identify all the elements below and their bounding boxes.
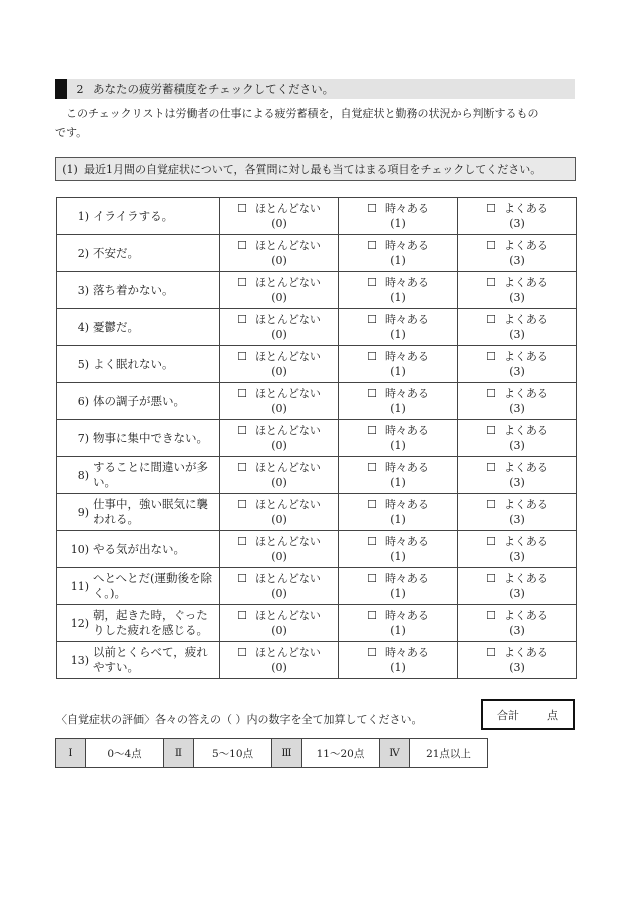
checkbox-icon[interactable]: ☐	[237, 239, 247, 252]
option-score: (0)	[271, 550, 287, 563]
option-label: 時々ある	[384, 424, 429, 437]
option-cell[interactable]	[220, 531, 339, 568]
question-cell	[57, 309, 220, 346]
question-cell	[57, 420, 220, 457]
question-cell	[57, 383, 220, 420]
checkbox-icon[interactable]: ☐	[367, 498, 377, 511]
option-label: よくある	[503, 498, 548, 511]
checkbox-icon[interactable]: ☐	[367, 202, 377, 215]
evaluation-note: 〈自覚症状の評価〉各々の答えの（ ）内の数字を全て加算してください。	[56, 713, 423, 726]
option-cell[interactable]	[339, 494, 458, 531]
option-cell[interactable]	[458, 198, 577, 235]
option-score: (1)	[390, 217, 406, 230]
question-number: (1)	[62, 162, 78, 176]
checkbox-icon[interactable]: ☐	[367, 350, 377, 363]
option-label: よくある	[503, 350, 548, 363]
item-number: 5)	[77, 357, 89, 371]
item-text: イライラする。	[93, 208, 174, 223]
option-cell[interactable]	[339, 272, 458, 309]
option-label: ほとんどない	[254, 572, 321, 585]
option-score: (3)	[509, 476, 525, 489]
option-label: よくある	[503, 202, 548, 215]
checkbox-icon[interactable]: ☐	[237, 609, 247, 622]
option-score: (0)	[271, 328, 287, 341]
option-cell[interactable]	[339, 642, 458, 679]
option-score: (1)	[390, 476, 406, 489]
option-score: (0)	[271, 217, 287, 230]
option-label: 時々ある	[384, 276, 429, 289]
item-text: 朝，起きた時，ぐったりした疲れを感じる。	[93, 608, 208, 637]
item-text: 以前とくらべて，疲れやすい。	[93, 645, 208, 674]
option-cell[interactable]	[458, 272, 577, 309]
option-label: よくある	[503, 646, 548, 659]
option-cell[interactable]	[458, 568, 577, 605]
option-score: (3)	[509, 661, 525, 674]
option-score: (3)	[509, 587, 525, 600]
option-label: よくある	[503, 461, 548, 474]
checkbox-icon[interactable]: ☐	[486, 202, 496, 215]
option-label: 時々ある	[384, 239, 429, 252]
option-score: (0)	[271, 587, 287, 600]
option-score: (0)	[271, 365, 287, 378]
score-range: 11～20点	[302, 739, 380, 768]
checkbox-icon[interactable]: ☐	[237, 202, 247, 215]
option-label: ほとんどない	[254, 646, 321, 659]
item-number: 6)	[77, 394, 89, 408]
option-score: (1)	[390, 661, 406, 674]
item-text: することに間違いが多い。	[93, 460, 208, 489]
checklist-row	[57, 383, 577, 420]
option-score: (1)	[390, 439, 406, 452]
checkbox-icon[interactable]: ☐	[237, 387, 247, 400]
score-range: 21点以上	[410, 739, 488, 768]
intro-text	[55, 104, 577, 142]
checkbox-icon[interactable]: ☐	[237, 424, 247, 437]
checkbox-icon[interactable]: ☐	[367, 461, 377, 474]
question-cell	[57, 198, 220, 235]
intro-line-2: です。	[55, 126, 88, 139]
option-score: (3)	[509, 217, 525, 230]
question-cell	[57, 346, 220, 383]
question-instruction: 最近1月間の自覚症状について，各質問に対し最も当てはまる項目をチェックしてください。	[84, 163, 542, 176]
option-score: (3)	[509, 328, 525, 341]
option-score: (3)	[509, 254, 525, 267]
intro-line-1: このチェックリストは労働者の仕事による疲労蓄積を，自覚症状と勤務の状況から判断するもの	[66, 107, 539, 120]
question-cell	[57, 272, 220, 309]
question-cell	[57, 235, 220, 272]
item-text: 物事に集中できない。	[93, 430, 208, 445]
option-label: 時々ある	[384, 609, 429, 622]
question-cell	[57, 494, 220, 531]
option-score: (1)	[390, 328, 406, 341]
option-score: (3)	[509, 550, 525, 563]
option-score: (1)	[390, 550, 406, 563]
item-text: よく眠れない。	[93, 356, 174, 371]
option-label: よくある	[503, 313, 548, 326]
option-label: ほとんどない	[254, 239, 321, 252]
checkbox-icon[interactable]: ☐	[367, 239, 377, 252]
checkbox-icon[interactable]: ☐	[367, 276, 377, 289]
option-cell[interactable]	[220, 642, 339, 679]
checkbox-icon[interactable]: ☐	[237, 535, 247, 548]
option-label: 時々ある	[384, 313, 429, 326]
checkbox-icon[interactable]: ☐	[486, 461, 496, 474]
checklist-row	[57, 457, 577, 494]
item-text: やる気が出ない。	[93, 541, 185, 556]
option-cell[interactable]	[339, 605, 458, 642]
item-number: 9)	[77, 505, 89, 519]
option-label: ほとんどない	[254, 313, 321, 326]
option-cell[interactable]	[458, 605, 577, 642]
option-cell[interactable]	[458, 235, 577, 272]
option-label: 時々ある	[384, 350, 429, 363]
section-header	[55, 79, 575, 99]
item-number: 8)	[77, 468, 89, 482]
checkbox-icon[interactable]: ☐	[237, 350, 247, 363]
option-label: よくある	[503, 572, 548, 585]
checkbox-icon[interactable]: ☐	[367, 535, 377, 548]
option-label: よくある	[503, 535, 548, 548]
item-number: 2)	[77, 246, 89, 260]
option-cell[interactable]	[458, 457, 577, 494]
option-label: ほとんどない	[254, 609, 321, 622]
checkbox-icon[interactable]: ☐	[237, 276, 247, 289]
option-label: 時々ある	[384, 498, 429, 511]
checkbox-icon[interactable]: ☐	[237, 313, 247, 326]
checkbox-icon[interactable]: ☐	[486, 350, 496, 363]
checklist-row	[57, 346, 577, 383]
score-level: Ⅳ	[380, 739, 410, 768]
score-range: 0～4点	[86, 739, 164, 768]
checkbox-icon[interactable]: ☐	[486, 609, 496, 622]
option-score: (1)	[390, 513, 406, 526]
option-score: (3)	[509, 291, 525, 304]
option-score: (0)	[271, 661, 287, 674]
option-label: よくある	[503, 424, 548, 437]
option-label: ほとんどない	[254, 202, 321, 215]
item-text: 不安だ。	[93, 245, 139, 260]
score-range-table	[55, 738, 488, 768]
option-cell[interactable]	[458, 420, 577, 457]
option-score: (3)	[509, 513, 525, 526]
checkbox-icon[interactable]: ☐	[486, 498, 496, 511]
section-number: 2	[76, 82, 84, 96]
checkbox-icon[interactable]: ☐	[486, 313, 496, 326]
total-label: 合計	[497, 708, 519, 722]
checklist-row	[57, 605, 577, 642]
option-score: (3)	[509, 439, 525, 452]
checklist-row	[57, 494, 577, 531]
option-label: 時々ある	[384, 646, 429, 659]
option-label: 時々ある	[384, 461, 429, 474]
checklist-row	[57, 420, 577, 457]
checkbox-icon[interactable]: ☐	[367, 609, 377, 622]
checkbox-icon[interactable]: ☐	[486, 646, 496, 659]
score-range: 5～10点	[194, 739, 272, 768]
checklist-row	[57, 642, 577, 679]
checklist-row	[57, 531, 577, 568]
option-score: (1)	[390, 365, 406, 378]
option-cell[interactable]	[220, 605, 339, 642]
checklist-row	[57, 272, 577, 309]
option-cell[interactable]	[220, 198, 339, 235]
option-score: (0)	[271, 291, 287, 304]
option-label: よくある	[503, 609, 548, 622]
option-cell[interactable]	[458, 383, 577, 420]
total-score-box[interactable]	[481, 699, 575, 730]
option-score: (0)	[271, 624, 287, 637]
item-text: 仕事中，強い眠気に襲われる。	[93, 497, 208, 526]
option-cell[interactable]	[339, 457, 458, 494]
checklist-row	[57, 309, 577, 346]
option-score: (3)	[509, 624, 525, 637]
checklist-row	[57, 235, 577, 272]
section-marker	[55, 79, 67, 99]
option-label: よくある	[503, 239, 548, 252]
checkbox-icon[interactable]: ☐	[237, 572, 247, 585]
option-score: (3)	[509, 402, 525, 415]
option-score: (1)	[390, 291, 406, 304]
checklist-row	[57, 568, 577, 605]
option-score: (3)	[509, 365, 525, 378]
option-cell[interactable]	[339, 383, 458, 420]
option-cell[interactable]	[339, 235, 458, 272]
checkbox-icon[interactable]: ☐	[486, 535, 496, 548]
checkbox-icon[interactable]: ☐	[237, 498, 247, 511]
checkbox-icon[interactable]: ☐	[367, 646, 377, 659]
checkbox-icon[interactable]: ☐	[486, 572, 496, 585]
option-cell[interactable]	[458, 346, 577, 383]
question-cell	[57, 568, 220, 605]
option-cell[interactable]	[220, 457, 339, 494]
symptom-checklist	[56, 197, 577, 679]
section-title: あなたの疲労蓄積度をチェックしてください。	[93, 82, 335, 96]
score-level: Ⅰ	[56, 739, 86, 768]
item-number: 1)	[77, 209, 89, 223]
item-number: 11)	[70, 579, 89, 593]
question-cell	[57, 605, 220, 642]
option-score: (0)	[271, 254, 287, 267]
checklist-row	[57, 198, 577, 235]
option-label: よくある	[503, 387, 548, 400]
option-cell[interactable]	[458, 531, 577, 568]
score-level: Ⅲ	[272, 739, 302, 768]
option-cell[interactable]	[458, 309, 577, 346]
question-cell	[57, 457, 220, 494]
option-label: 時々ある	[384, 387, 429, 400]
option-score: (1)	[390, 254, 406, 267]
option-label: ほとんどない	[254, 461, 321, 474]
checkbox-icon[interactable]: ☐	[237, 461, 247, 474]
option-cell[interactable]	[220, 383, 339, 420]
question-cell	[57, 642, 220, 679]
option-score: (1)	[390, 402, 406, 415]
option-label: 時々ある	[384, 572, 429, 585]
checkbox-icon[interactable]: ☐	[367, 424, 377, 437]
item-text: 憂鬱だ。	[93, 319, 139, 334]
option-score: (0)	[271, 476, 287, 489]
option-cell[interactable]	[458, 494, 577, 531]
question-header	[55, 157, 576, 181]
score-level: Ⅱ	[164, 739, 194, 768]
checkbox-icon[interactable]: ☐	[237, 646, 247, 659]
option-score: (1)	[390, 587, 406, 600]
item-number: 4)	[77, 320, 89, 334]
option-cell[interactable]	[220, 309, 339, 346]
item-number: 3)	[77, 283, 89, 297]
option-cell[interactable]	[339, 198, 458, 235]
checkbox-icon[interactable]: ☐	[367, 572, 377, 585]
option-cell[interactable]	[339, 531, 458, 568]
item-number: 12)	[70, 616, 89, 630]
option-cell[interactable]	[220, 272, 339, 309]
option-label: ほとんどない	[254, 498, 321, 511]
option-label: 時々ある	[384, 535, 429, 548]
option-cell[interactable]	[339, 568, 458, 605]
total-unit: 点	[547, 708, 558, 722]
checkbox-icon[interactable]: ☐	[486, 424, 496, 437]
option-cell[interactable]	[220, 235, 339, 272]
checkbox-icon[interactable]: ☐	[367, 313, 377, 326]
option-label: ほとんどない	[254, 276, 321, 289]
option-score: (0)	[271, 402, 287, 415]
option-score: (0)	[271, 513, 287, 526]
option-cell[interactable]	[220, 568, 339, 605]
item-number: 13)	[70, 653, 89, 667]
option-cell[interactable]	[339, 346, 458, 383]
option-label: よくある	[503, 276, 548, 289]
checkbox-icon[interactable]: ☐	[486, 276, 496, 289]
option-label: ほとんどない	[254, 350, 321, 363]
option-score: (1)	[390, 624, 406, 637]
option-cell[interactable]	[458, 642, 577, 679]
question-cell	[57, 531, 220, 568]
checkbox-icon[interactable]: ☐	[486, 239, 496, 252]
option-cell[interactable]	[220, 494, 339, 531]
item-number: 7)	[77, 431, 89, 445]
item-text: 落ち着かない。	[93, 282, 174, 297]
item-text: へとへとだ(運動後を除く。)。	[93, 571, 213, 600]
item-number: 10)	[70, 542, 89, 556]
option-cell[interactable]	[339, 309, 458, 346]
option-score: (0)	[271, 439, 287, 452]
option-label: 時々ある	[384, 202, 429, 215]
item-text: 体の調子が悪い。	[93, 393, 185, 408]
option-label: ほとんどない	[254, 424, 321, 437]
option-cell[interactable]	[339, 420, 458, 457]
checkbox-icon[interactable]: ☐	[367, 387, 377, 400]
option-cell[interactable]	[220, 420, 339, 457]
option-cell[interactable]	[220, 346, 339, 383]
option-label: ほとんどない	[254, 535, 321, 548]
option-label: ほとんどない	[254, 387, 321, 400]
checkbox-icon[interactable]: ☐	[486, 387, 496, 400]
